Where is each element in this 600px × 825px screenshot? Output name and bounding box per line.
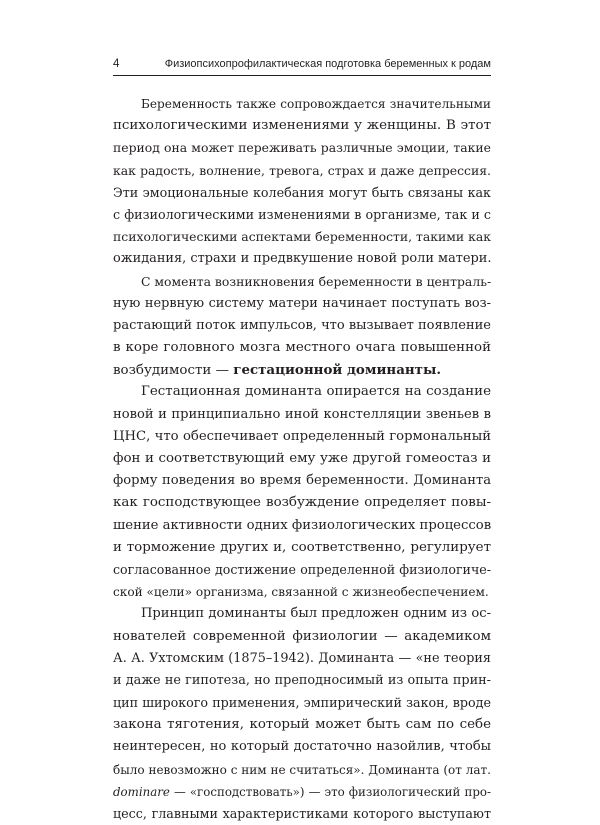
text-line: А. А. Ухтомским (1875–1942). Доминанта — «не теория (113, 650, 491, 666)
body-text (113, 93, 491, 825)
text-line: было невозможно с ним не считаться». Доминанта (от лат. (113, 762, 491, 777)
text-line: как господствующее возбуждение определяет повы- (113, 495, 491, 511)
gestational-dominant-term: гестационной доминанты. (233, 362, 442, 379)
text-line: и даже не гипотеза, но преподносимый из опыта прин- (113, 672, 491, 688)
text-line: Беременность также сопровождается значительными (141, 97, 491, 111)
text-line: С момента возникновения беременности в централь- (141, 273, 492, 289)
text-line: период она может переживать различные эмоции, такие (113, 140, 491, 156)
text-line: шение активности одних физиологических процессов (113, 517, 492, 533)
text-line: как радость, волнение, тревога, страх и даже депрессия. (113, 162, 491, 178)
header-divider (113, 75, 491, 76)
text-line: форму поведения во время беременности. Доминанта (113, 473, 491, 489)
text-line: Эти эмоциональные колебания могут быть связаны как (113, 184, 491, 200)
text-line: цесс, главными характеристиками которого выступают (113, 806, 491, 821)
text-line: Гестационная доминанта опирается на создание (141, 384, 491, 400)
text-line: новой и принципиально иной констелляции звеньев в (113, 406, 491, 422)
text-line: согласованное достижение определенной физиологиче- (113, 561, 491, 577)
text-line: нователей современной физиологии — академиком (113, 628, 491, 644)
text-line: ожидания, страхи и предвкушение новой роли матери. (113, 251, 492, 267)
text-line: фон и соответствующий ему уже другой гомеостаз и (113, 451, 491, 466)
latin-term-dominare: dominare (113, 784, 170, 799)
text-line: психологическими изменениями у женщины. В этот (113, 118, 491, 134)
text-fragment: — «господствовать») — это физиологический про- (169, 784, 491, 799)
text-line: ЦНС, что обеспечивает определенный гормональный (113, 428, 491, 444)
text-line: растающий поток импульсов, что вызывает появление (113, 317, 491, 333)
page-number: 4 (113, 58, 120, 70)
text-line: с физиологическими изменениями в организме, так и с (113, 206, 491, 222)
text-line: Принцип доминанты был предложен одним из ос- (141, 606, 491, 622)
text-fragment: возбудимости — (113, 363, 234, 379)
text-line: неинтересен, но который достаточно назойлив, чтобы (113, 739, 491, 755)
text-line: ную нервную систему матери начинает поступать воз- (113, 295, 491, 311)
text-line (113, 359, 491, 381)
text-line: цип широкого применения, эмпирический закон, вроде (113, 695, 491, 711)
page-header (113, 56, 491, 73)
text-line: закона тяготения, который может быть сам по себе (113, 717, 491, 733)
text-line: и торможение других и, соответственно, регулирует (113, 539, 491, 555)
text-line: ской «цели» организма, связанной с жизнеобеспечением. (113, 585, 489, 600)
text-line: психологическими аспектами беременности, такими как (113, 229, 491, 245)
running-head-title: Физиопсихопрофилактическая подготовка беременных к родам (164, 58, 491, 70)
text-line: в коре головного мозга местного очага повышенной (113, 340, 491, 356)
text-line (113, 781, 491, 803)
